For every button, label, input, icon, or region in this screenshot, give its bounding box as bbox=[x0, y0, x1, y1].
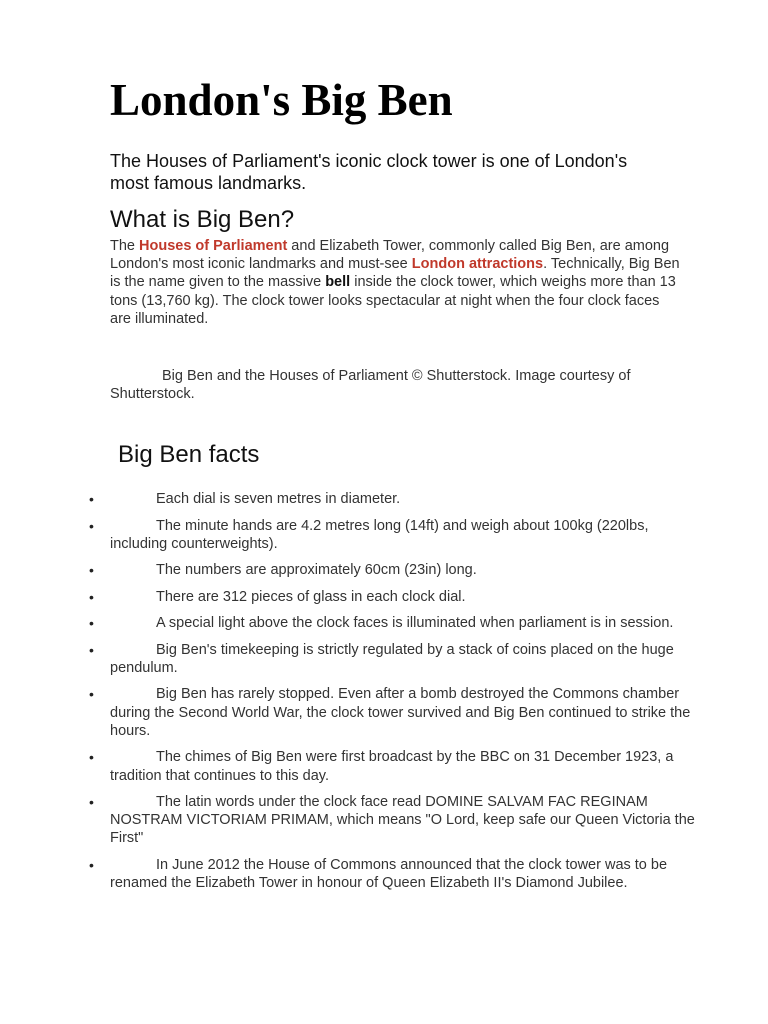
fact-list-item bbox=[0, 561, 768, 579]
image-caption bbox=[110, 367, 710, 403]
caption-text: Big Ben and the Houses of Parliament © Shutterstock. Image courtesy of Shutterstock. bbox=[110, 368, 631, 403]
what-is-big-ben-paragraph bbox=[110, 237, 680, 328]
paragraph-text: The bbox=[110, 238, 140, 254]
fact-text: The latin words under the clock face read DOMINE SALVAM FAC REGINAM NOSTRAM VICTORIAM PRIMAM, which means "O Lord, keep safe our Queen Victoria the First" bbox=[110, 794, 695, 847]
paragraph-text: . Technically, Big Ben is the name given to the massive bbox=[110, 256, 680, 291]
fact-text: A special light above the clock faces is illuminated when parliament is in session. bbox=[156, 615, 674, 632]
fact-list-item bbox=[0, 748, 768, 784]
bullet-icon: • bbox=[89, 749, 94, 766]
fact-list-item bbox=[0, 793, 768, 848]
bullet-icon: • bbox=[89, 615, 94, 632]
bullet-icon: • bbox=[89, 517, 94, 534]
paragraph-text: and Elizabeth Tower, commonly called Big Ben, are among London's most iconic landmarks and must-see bbox=[110, 238, 670, 273]
paragraph-text: inside the clock tower, which weighs more than 13 tons (13,760 kg). The clock tower looks spectacular at night when the four clock faces are illuminated. bbox=[110, 274, 676, 327]
bullet-icon: • bbox=[89, 856, 94, 873]
bell-bold-text: bell bbox=[325, 274, 351, 291]
fact-list-item bbox=[0, 490, 768, 508]
bullet-icon: • bbox=[89, 491, 94, 507]
fact-text: In June 2012 the House of Commons announced that the clock tower was to be renamed the Elizabeth Tower in honour of Queen Elizabeth II's Diamond Jubilee. bbox=[110, 856, 668, 892]
bullet-icon: • bbox=[89, 588, 94, 605]
section-heading-what-is-big-ben: What is Big Ben? bbox=[110, 206, 295, 233]
fact-text: Big Ben has rarely stopped. Even after a bomb destroyed the Commons chamber during the Second World War, the clock tower survived and Big Ben continued to strike the hours. bbox=[110, 686, 691, 739]
bullet-icon: • bbox=[89, 562, 94, 579]
fact-text: Big Ben's timekeeping is strictly regulated by a stack of coins placed on the huge pendulum. bbox=[110, 641, 674, 676]
fact-text: Each dial is seven metres in diameter. bbox=[156, 491, 401, 507]
page-title: London's Big Ben bbox=[110, 75, 453, 125]
fact-list-item bbox=[0, 517, 768, 553]
fact-text: There are 312 pieces of glass in each clock dial. bbox=[156, 588, 466, 605]
bullet-icon: • bbox=[89, 641, 94, 658]
fact-text: The numbers are approximately 60cm (23in) long. bbox=[156, 562, 477, 579]
fact-list-item bbox=[0, 641, 768, 677]
fact-list-item bbox=[0, 685, 768, 740]
london-attractions-link[interactable]: London attractions bbox=[411, 256, 544, 273]
bullet-icon: • bbox=[89, 794, 94, 811]
fact-list-item bbox=[0, 856, 768, 892]
fact-list-item bbox=[0, 614, 768, 632]
bullet-icon: • bbox=[89, 686, 94, 703]
fact-text: The minute hands are 4.2 metres long (14ft) and weigh about 100kg (220lbs, including counterweights). bbox=[110, 517, 649, 552]
intro-paragraph: The Houses of Parliament's iconic clock tower is one of London's most famous landmarks. bbox=[110, 151, 628, 193]
houses-of-parliament-link[interactable]: Houses of Parliament bbox=[139, 238, 288, 254]
fact-text: The chimes of Big Ben were first broadcast by the BBC on 31 December 1923, a tradition that continues to this day. bbox=[110, 749, 674, 784]
section-heading-big-ben-facts: Big Ben facts bbox=[118, 441, 260, 468]
fact-list-item bbox=[0, 588, 768, 606]
facts-list bbox=[0, 490, 768, 901]
